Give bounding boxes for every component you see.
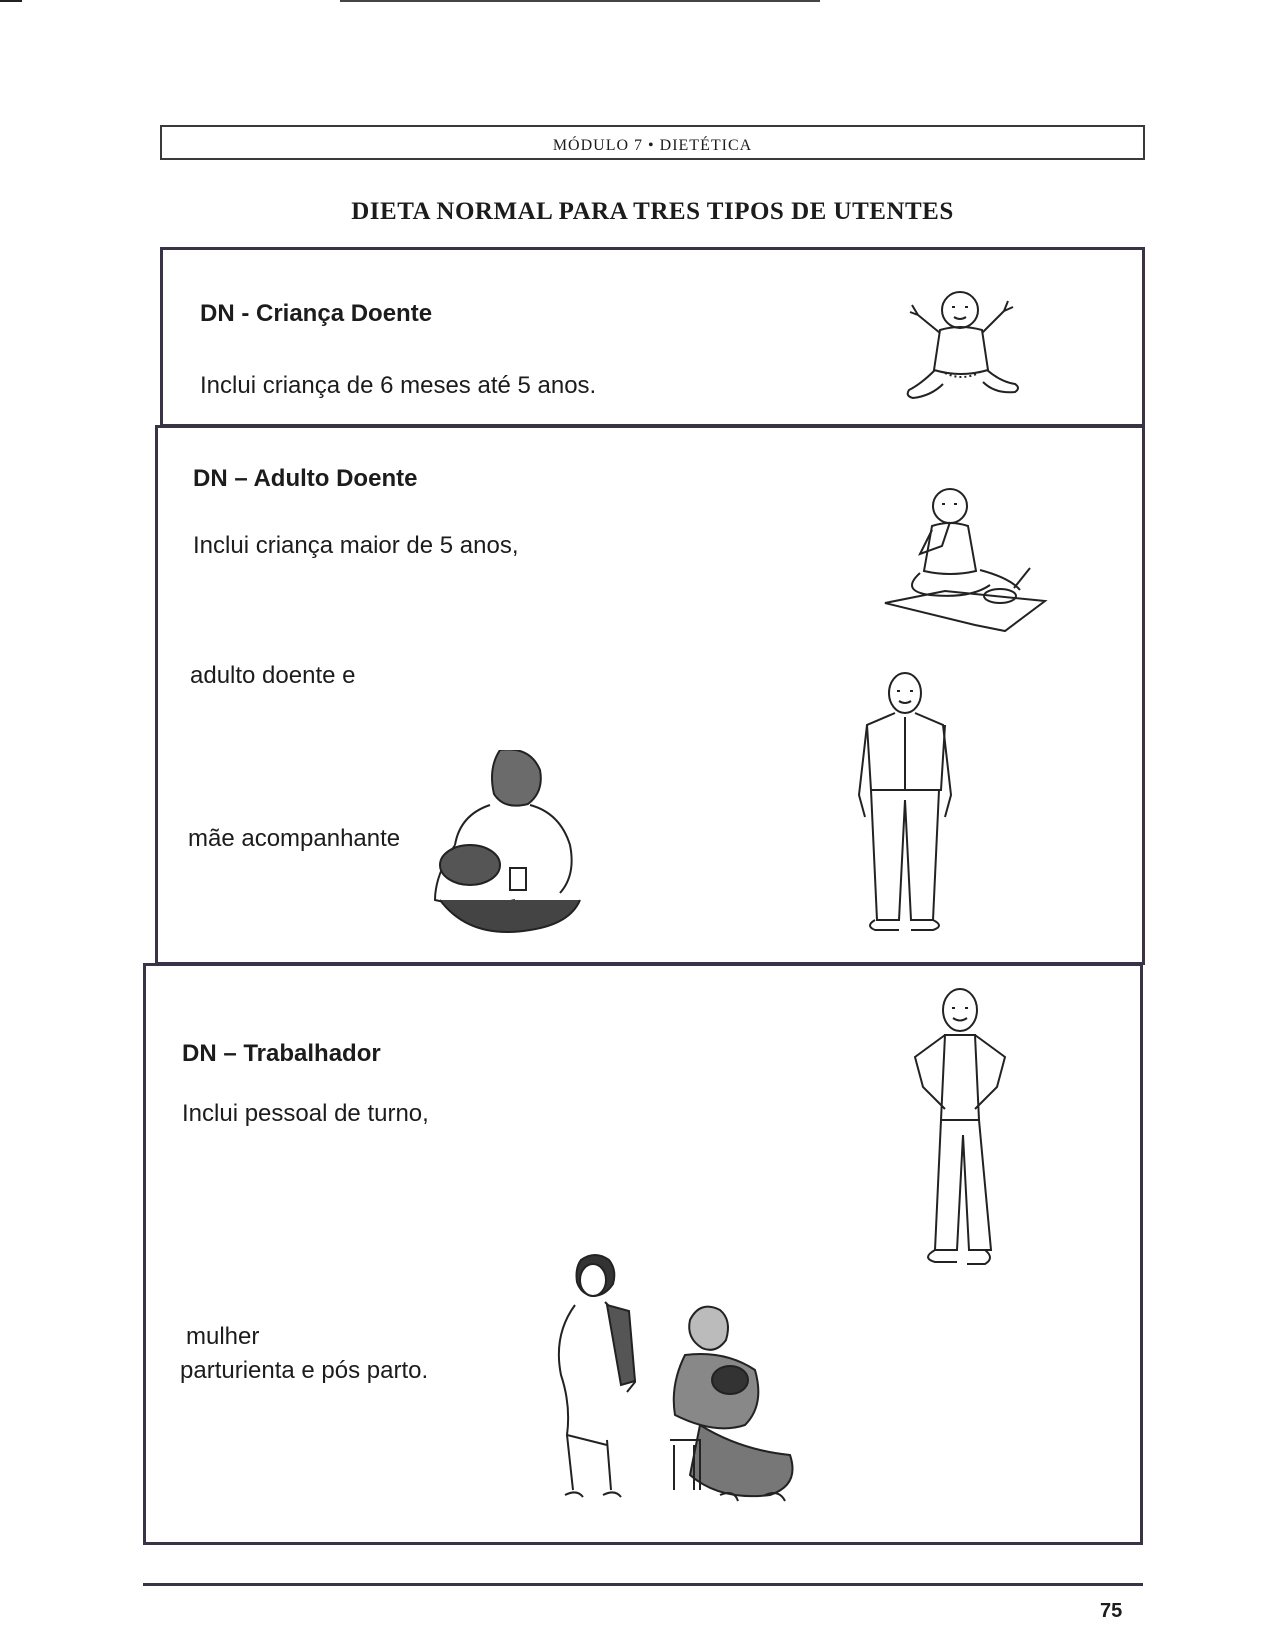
module-header [160, 125, 1145, 160]
top-rule [340, 0, 820, 2]
section-text-line: Inclui pessoal de turno, [182, 1100, 429, 1127]
section-text-line: Inclui criança maior de 5 anos, [193, 532, 519, 559]
mother-feeding-baby-illustration [430, 750, 595, 950]
child-eating-illustration [880, 478, 1055, 633]
section-text-line: parturienta e pós parto. [180, 1357, 429, 1384]
sitting-baby-illustration [895, 285, 1030, 415]
section-text-line: mãe acompanhante [188, 825, 401, 852]
scan-mark [0, 0, 22, 2]
section-title: DN – Adulto Doente [193, 465, 418, 492]
standing-man-illustration [845, 665, 970, 945]
section-text-line: Inclui criança de 6 meses até 5 anos. [200, 372, 597, 399]
section-text-line: adulto doente e [190, 662, 356, 689]
page-number: 75 [1100, 1600, 1123, 1622]
worker-illustration [900, 980, 1020, 1280]
nursing-mother-illustration [660, 1300, 805, 1515]
bottom-rule [143, 1583, 1143, 1586]
section-title: DN - Criança Doente [200, 300, 433, 327]
pregnant-woman-illustration [545, 1250, 655, 1515]
section-title: DN – Trabalhador [182, 1040, 381, 1067]
page-title: DIETA NORMAL PARA TRES TIPOS DE UTENTES [351, 198, 954, 225]
module-header-label: MÓDULO 7 • DIETÉTICA [552, 137, 753, 154]
section-text-line: mulher [186, 1323, 260, 1350]
